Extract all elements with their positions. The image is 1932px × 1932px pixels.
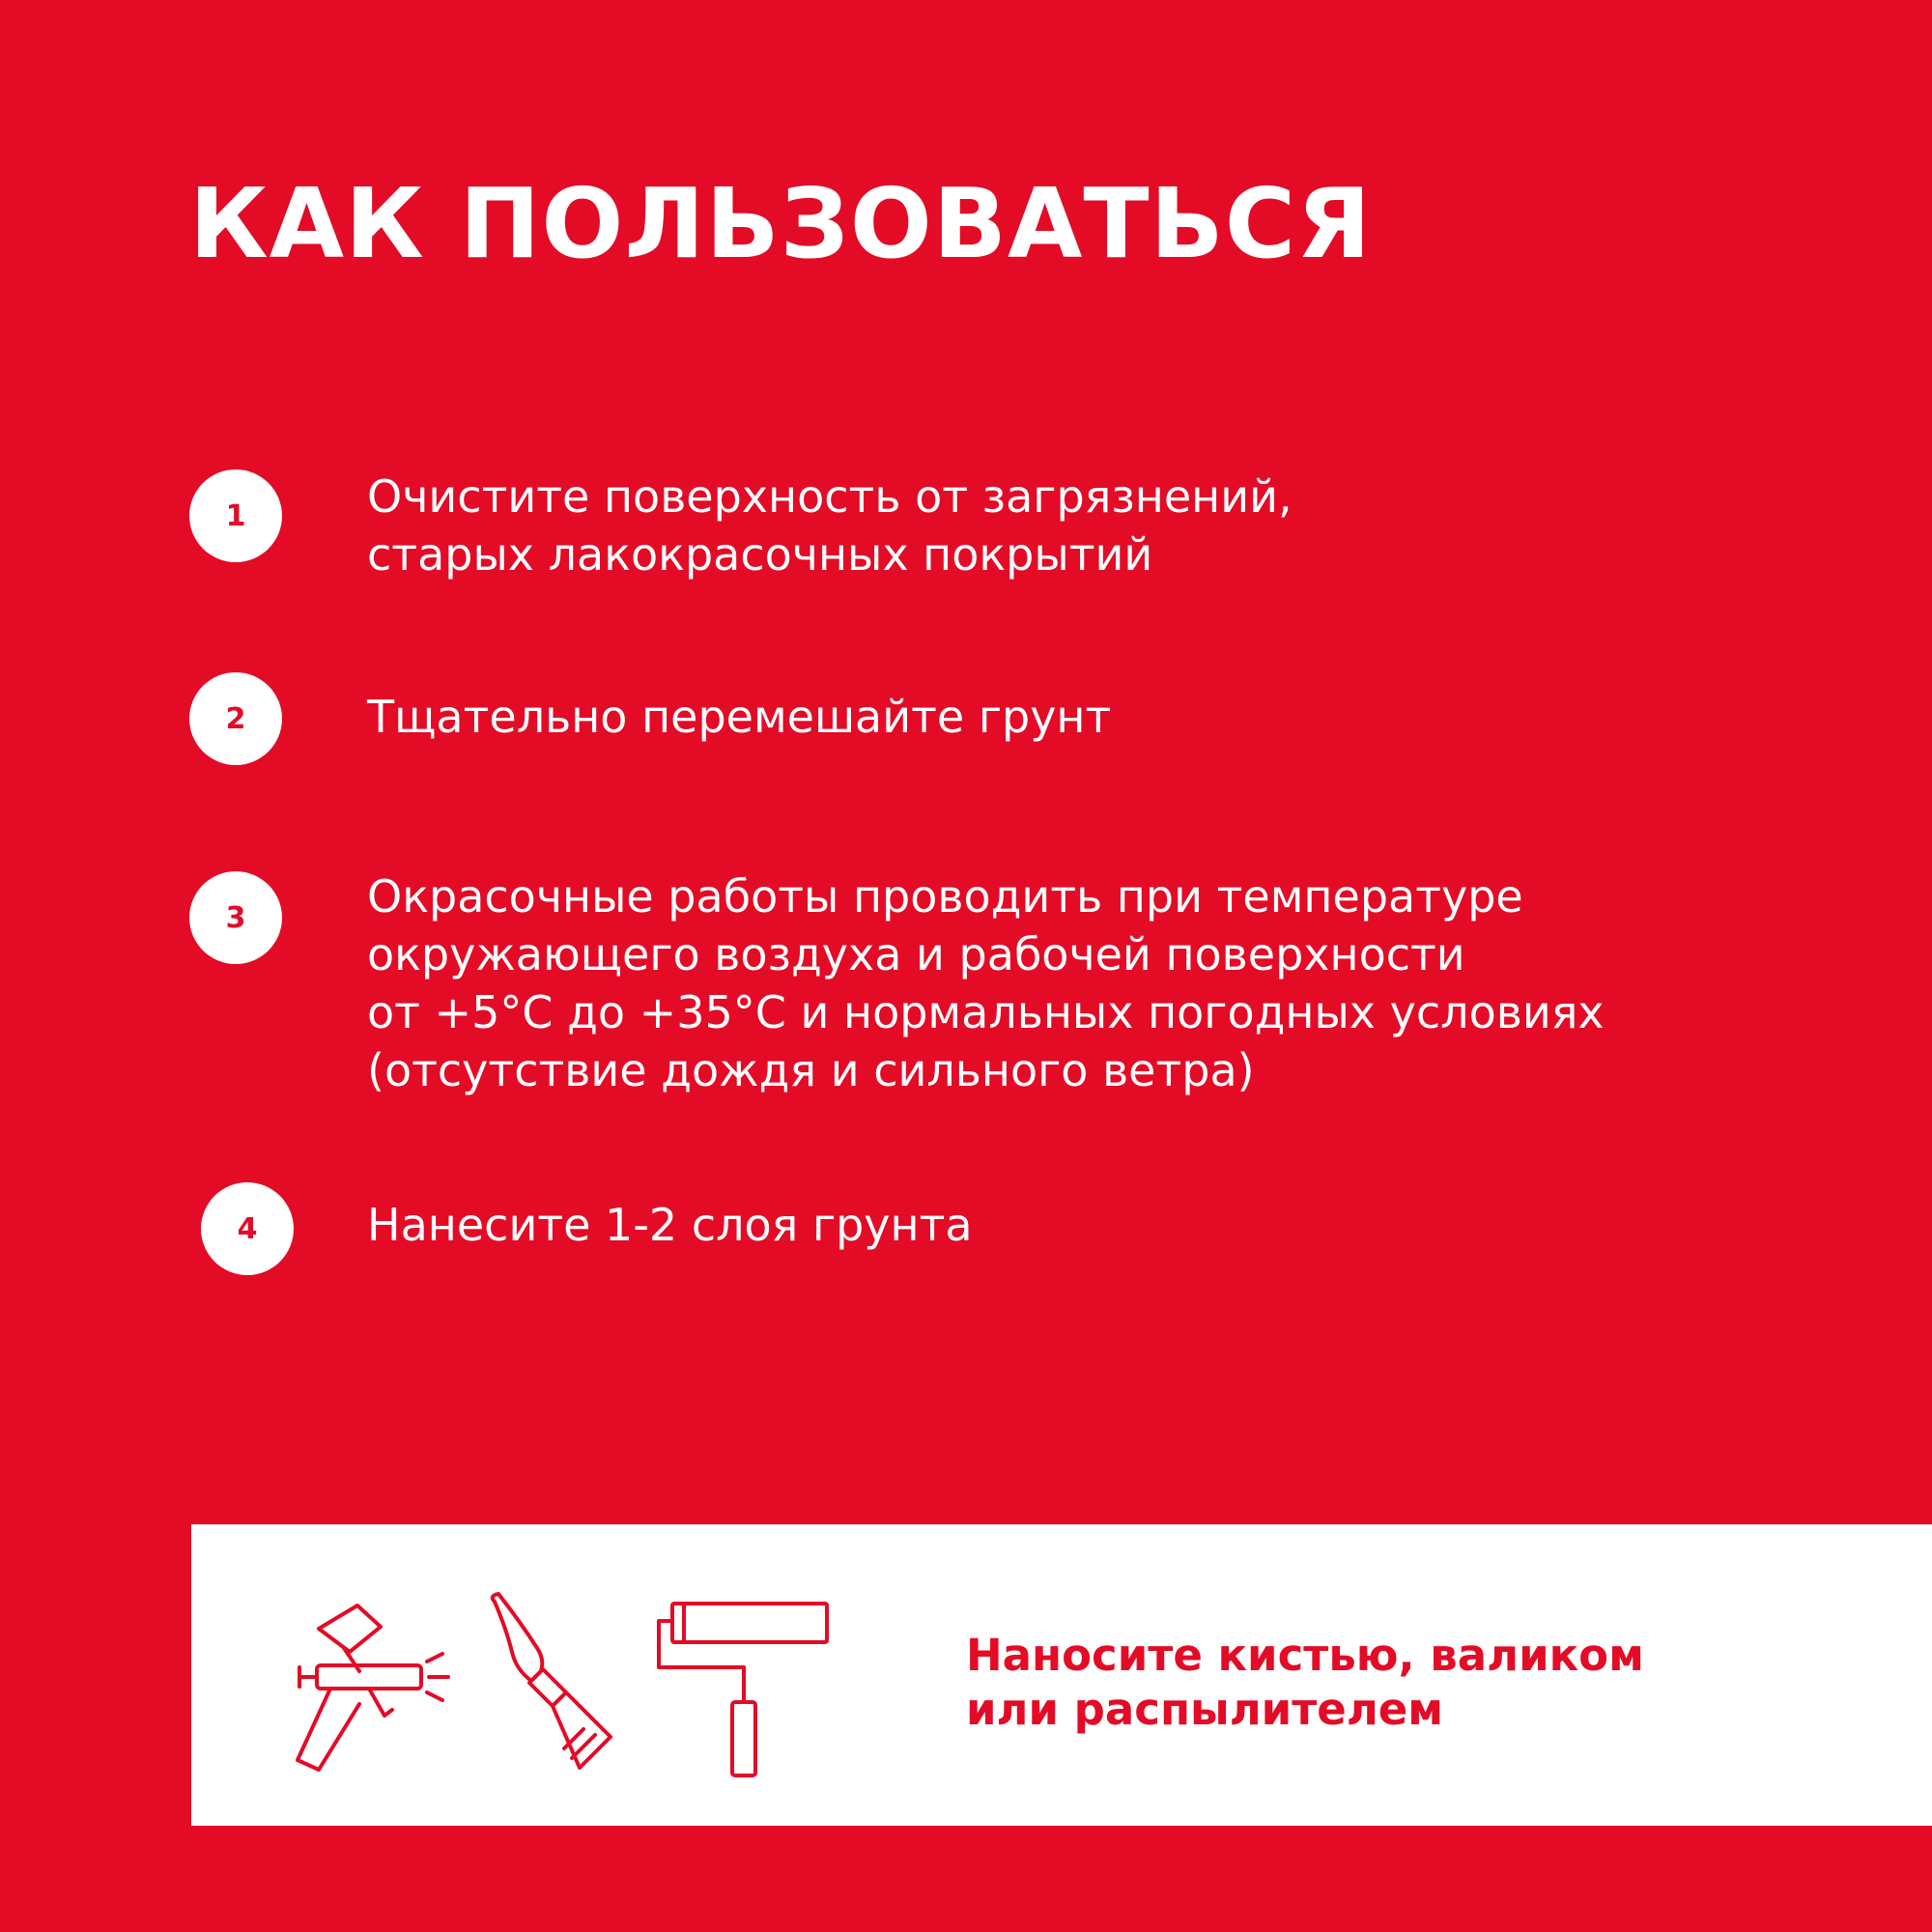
step-number-3: 3 xyxy=(189,871,282,964)
application-methods-text: Наносите кистью, валиком или распылителем xyxy=(966,1630,1644,1735)
step-text-4: Нанесите 1-2 слоя грунта xyxy=(367,1199,973,1251)
brush-icon xyxy=(487,1592,622,1785)
step-text-2: Тщательно перемешайте грунт xyxy=(367,691,1112,743)
step-number-4: 4 xyxy=(201,1182,294,1275)
page-title: КАК ПОЛЬЗОВАТЬСЯ xyxy=(189,167,1373,280)
step-number-1: 1 xyxy=(189,469,282,562)
application-methods-panel xyxy=(191,1524,1932,1826)
step-text-1: Очистите поверхность от загрязнений, старых лакокрасочных покрытий xyxy=(367,470,1293,581)
spray-gun-icon xyxy=(292,1592,456,1785)
step-number-2: 2 xyxy=(189,672,282,765)
step-text-3: Окрасочные работы проводить при температуре окружающего воздуха и рабочей поверхности от +5°С до +35°С и нормальных погодных условиях (отсутствие дождя и сильного ветра) xyxy=(367,870,1605,1096)
paint-roller-icon xyxy=(655,1600,838,1783)
